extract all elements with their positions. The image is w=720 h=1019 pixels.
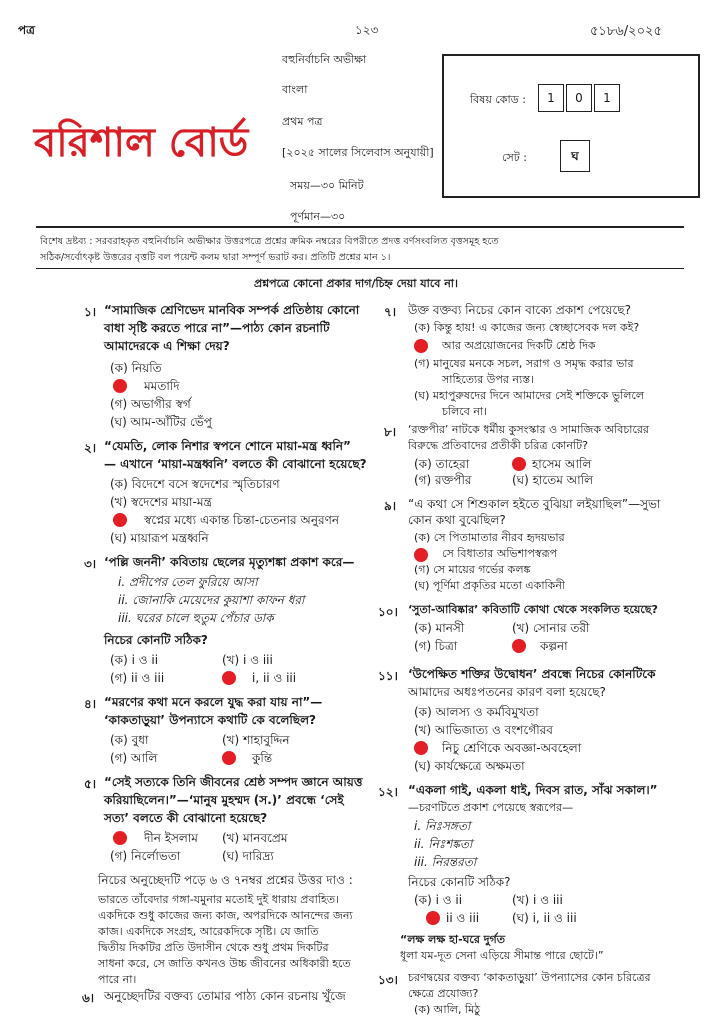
option: (গ) সে মায়ের গর্ভের কলঙ্ক — [414, 563, 531, 576]
answer-mark — [113, 513, 127, 527]
option: (খ) সোনার তরী — [512, 621, 590, 635]
exam-type: বহুনির্বাচনি অভীক্ষা — [282, 53, 367, 66]
statement: i. প্রদীপের তেল ফুরিয়ে আসা — [118, 575, 258, 589]
board-title: বরিশাল বোর্ড — [34, 120, 249, 166]
option: (গ) অভাগীর স্বর্গ — [110, 397, 191, 411]
syllabus-note: [২০২৫ সালের সিলেবাস অনুযায়ী] — [282, 146, 434, 159]
question-text: “মরণের কথা মনে করলে যুদ্ধ করা যায় না”— — [104, 695, 323, 709]
option: (খ) স্বদেশের মায়া-মন্ত্র — [110, 495, 212, 509]
statement: ii. জোনাকি মেয়েদের কুয়াশা কাফন ধরা — [118, 593, 305, 607]
question-number: ১৩। — [378, 973, 398, 987]
code-digit-box: 0 — [566, 84, 592, 112]
passage-instruction: নিচের অনুচ্ছেদটি পড়ে ৬ ও ৭নম্বর প্রশ্নের উত্তর দাও : — [98, 873, 353, 887]
subject-name: বাংলা — [282, 83, 308, 96]
passage-line: কাজ। একদিকে সংগ্রহ, আরেকদিকে সৃষ্টি। যে জাতি — [98, 925, 319, 938]
answer-mark — [414, 548, 428, 562]
passage-line: ভারতে তাঁবেদার গঙ্গা-যমুনার মতোই দুই ধারায় প্রবাহিত। — [98, 893, 339, 906]
quote-line: ধূলা যম-দূত সেনা এড়িয়ে সীমান্ত পারে ছোটে।” — [400, 949, 604, 962]
passage-line: দ্বিতীয় দিকটির প্রতি উদাসীন থেকে শুধু প্রথম দিকটির — [98, 941, 329, 954]
question-number: ৫। — [84, 777, 97, 791]
answer-mark — [113, 379, 127, 393]
full-marks: পূর্ণমান—৩০ — [290, 210, 346, 223]
option: (ক) সে পিতামাতার নীরব হৃদয়ভার — [414, 531, 565, 544]
instruction-line-1: বিশেষ দ্রষ্টব্য : সরবরাহকৃত বহুনির্বাচনি অভীক্ষার উত্তরপত্রে প্রশ্নের ক্রমিক নম্বরের বিপরীতে প্রদত্ত বর্ণসংবলিত বৃত্তসমূহ হতে — [40, 236, 499, 247]
question-number: ৬। — [82, 991, 95, 1005]
passage-line: সাধনা করে, সে জাতি কখনও উচ্চ জীবনের অধিকারী হতে — [98, 957, 351, 970]
option-correct: মমতাদি — [144, 379, 180, 393]
question-number: ৪। — [84, 697, 97, 711]
question-number: ৮। — [384, 425, 397, 439]
question-number: ৩। — [84, 557, 97, 571]
option: চলিবে না। — [442, 405, 488, 418]
set-box: ঘ — [560, 140, 590, 172]
question-text: “এ কথা সে শিশুকাল হইতে বুঝিয়া লইয়াছিল”—সুভা — [408, 497, 661, 511]
question-number: ৭। — [384, 305, 397, 319]
option-correct: ii ও iii — [446, 911, 480, 925]
option: (গ) আলি — [110, 751, 158, 765]
question-text: ‘সুতা-আবিষ্কার’ কবিতাটি কোথা থেকে সংকলিত হয়েছে? — [408, 603, 658, 616]
option: (গ) ii ও iii — [110, 671, 165, 685]
option: সাহিত্যের উপর ন্যস্ত। — [442, 373, 534, 386]
option: (ক) আলস্য ও কর্মবিমুখতা — [414, 705, 539, 719]
quote-line: “লক্ষ লক্ষ হা-ঘরে দুর্গত — [400, 933, 505, 946]
question-number: ৯। — [384, 499, 397, 513]
option-correct: আর অপ্রয়োজনের দিকটি শ্রেষ্ঠ দিক — [442, 339, 596, 352]
question-number: ১১। — [378, 669, 398, 683]
question-text: ‘রক্তপীর’ নাটকে ধর্মীয় কুসংস্কার ও সামাজিক অবিচারের — [408, 423, 649, 436]
question-text: আমাদেরকে এ শিক্ষা দেয়? — [104, 339, 230, 353]
passage-line: একদিকে শুধু কাজের জন্য কাজ, অপরদিকে আনন্দের জন্য — [98, 909, 353, 922]
header-divider — [36, 226, 684, 228]
option: (খ) আভিজাত্য ও বংশগৌরব — [414, 723, 553, 737]
question-text: “একলা গাই, একলা ধাই, দিবস রাত, সাঁঝ সকাল।” — [408, 783, 658, 797]
question-number: ২। — [84, 441, 97, 455]
question-number: ১। — [84, 305, 97, 319]
question-text: ‘কাকতাড়ুয়া’ উপন্যাসে কথাটি কে বলেছিল? — [104, 713, 316, 727]
option-correct: দীন ইসলাম — [144, 831, 198, 845]
instruction-divider — [36, 268, 684, 269]
no-mark-note: প্রশ্নপত্রে কোনো প্রকার দাগ/চিহ্ন দেয়া যাবে না। — [254, 277, 458, 290]
option: (গ) রক্তপীর — [414, 473, 472, 487]
option-correct: কল্পনা — [540, 639, 568, 653]
statement: ii. নিঃশঙ্কতা — [414, 837, 473, 851]
answer-mark — [414, 339, 428, 353]
question-number: ১০। — [378, 605, 398, 619]
question-text: “যেমতি, লোক নিশার স্বপনে শোনে মায়া-মন্ত্র ধ্বনি” — [104, 439, 351, 453]
passage-line: পারে না। — [98, 973, 137, 986]
option: (ঘ) মায়ারূপ মন্ত্রধ্বনি — [110, 531, 209, 545]
question-text: ক্ষেত্রে প্রযোজ্য? — [408, 987, 479, 1000]
answer-mark — [426, 911, 440, 925]
question-text: কোন কথা বুঝেছিল? — [408, 513, 506, 527]
option: (খ) i ও iii — [512, 893, 563, 907]
option-correct: i, ii ও iii — [252, 671, 297, 685]
option: (ঘ) কার্যক্ষেত্রে অক্ষমতা — [414, 759, 525, 773]
option-correct: সে বিধাতার অভিশাপস্বরূপ — [442, 547, 558, 560]
option: (ক) মানসী — [414, 621, 465, 635]
question-number: ১২। — [378, 785, 398, 799]
option: (ঘ) হাতেম আলি — [512, 473, 594, 487]
option: (ক) i ও ii — [414, 893, 463, 907]
answer-mark — [222, 751, 236, 765]
question-text: চরণদ্বয়ের বক্তব্য ‘কাকতাড়ুয়া’ উপন্যাসের কোন চরিত্রের — [408, 971, 651, 984]
paper-name: প্রথম পত্র — [282, 115, 323, 128]
which-correct: নিচের কোনটি সঠিক? — [104, 633, 208, 647]
question-text: বিরুদ্ধে প্রতিবাদের প্রতীকী চরিত্র কোনটি? — [408, 439, 588, 452]
statement: iii. ঘরের চালে হুতুম পেঁচার ডাক — [118, 611, 274, 625]
statement: iii. নিরন্তরতা — [414, 855, 477, 869]
set-label: সেট : — [502, 151, 527, 164]
option: (ক) তাহেরা — [414, 457, 470, 471]
question-text: সত্য’ বলতে কী বোঝানো হয়েছে? — [104, 811, 268, 825]
option-correct: নিচু শ্রেণিকে অবজ্ঞা-অবহেলা — [442, 741, 582, 755]
option: (খ) শাহাবুদ্দিন — [222, 733, 290, 747]
answer-mark — [222, 671, 236, 685]
option: (ক) বিদেশে বসে স্বদেশের স্মৃতিচারণ — [110, 477, 280, 491]
which-correct: নিচের কোনটি সঠিক? — [408, 875, 511, 889]
instruction-line-2: সঠিক/সর্বোৎকৃষ্ট উত্তরের বৃত্তটি বল পয়েন্ট কলম দ্বারা সম্পূর্ণ ভরাট কর। প্রতিটি প্রশ্নের মান ১। — [40, 252, 391, 263]
option: (খ) মানবপ্রেম — [222, 831, 288, 845]
code-digit-box: 1 — [538, 84, 564, 112]
option: (ঘ) পূর্ণিমা প্রকৃতির মতো একাকিনী — [414, 579, 566, 592]
code-digit-box: 1 — [594, 84, 620, 112]
option: (ঘ) মহাপুরুষদের দিনে আমাদের সেই শক্তিকে ভুলিলে — [414, 389, 645, 402]
question-text: ‘উপেক্ষিত শক্তির উদ্বোধন’ প্রবন্ধে নিচের কোনটিকে — [408, 667, 656, 681]
option-correct: কুন্তি — [252, 751, 273, 765]
question-text: অনুচ্ছেদটির বক্তব্য তোমার পাঠ্য কোন রচনায় খুঁজে — [104, 989, 346, 1003]
option-correct: হাসেম আলি — [532, 457, 592, 471]
question-text: — এখানে ‘মায়া-মন্ত্রধ্বনি’ বলতে কী বোঝানো হয়েছে? — [104, 457, 367, 471]
option: (ক) কিন্তু হায়! এ কাজের জন্য স্বেচ্ছাসেবক দল কই? — [414, 321, 640, 334]
answer-mark — [512, 457, 526, 471]
code-set-box — [442, 54, 700, 198]
exam-time: সময়—৩০ মিনিট — [290, 179, 364, 192]
answer-mark — [414, 741, 428, 755]
question-text: বাধা সৃষ্টি করতে পারে না”—পাঠ্য কোন রচনাটি — [104, 321, 330, 335]
question-text: উক্ত বক্তব্য নিচের কোন বাক্যে প্রকাশ পেয়েছে? — [408, 303, 631, 317]
option: (গ) চিত্রা — [414, 639, 458, 653]
question-text: করিয়াছিলেন।”—‘মানুষ মুহম্মদ (স.)’ প্রবন্ধে ‘সেই — [104, 793, 344, 807]
subject-code-label: বিষয় কোড : — [470, 93, 526, 106]
answer-mark — [512, 639, 526, 653]
question-text: “সামাজিক শ্রেণিভেদ মানবিক সম্পর্ক প্রতিষ্ঠায় কোনো — [104, 303, 360, 317]
option: (খ) i ও iii — [222, 653, 273, 667]
option-correct: স্বপ্নের মধ্যে একান্ত চিন্তা-চেতনার অনুরণন — [144, 513, 340, 527]
page-label: পত্র — [18, 23, 35, 37]
question-text: “সেই সত্যকে তিনি জীবনের শ্রেষ্ঠ সম্পদ জ্ঞানে আয়ত্ত — [104, 775, 363, 789]
question-text: আমাদের অধঃপতনের কারণ বলা হয়েছে? — [408, 685, 606, 699]
question-text: —চরণটিতে প্রকাশ পেয়েছে স্বরূপের— — [408, 801, 574, 814]
answer-mark — [113, 831, 127, 845]
statement: i. নিঃসঙ্গতা — [414, 819, 471, 833]
question-text: ‘পল্লি জননী’ কবিতায় ছেলের মৃত্যুশঙ্কা প্রকাশ করে— — [104, 555, 355, 569]
option: (ঘ) i, ii ও iii — [512, 911, 577, 925]
option: (ক) নিয়তি — [110, 361, 162, 375]
exam-code: ৫১৮৬/২০২৫ — [590, 24, 662, 39]
option: (গ) মানুষের মনকে সচল, সরাগ ও সমৃদ্ধ করার ভার — [414, 357, 634, 370]
option: (ঘ) আম-আঁটির ভেঁপু — [110, 415, 212, 429]
page-number: ১২৩ — [355, 23, 379, 37]
option: (ক) আলি, মিঠু — [414, 1003, 481, 1016]
option: (ঘ) দারিদ্র্য — [222, 849, 274, 863]
option: (গ) নির্লোভতা — [110, 849, 181, 863]
option: (ক) i ও ii — [110, 653, 159, 667]
option: (ক) বুধা — [110, 733, 149, 747]
